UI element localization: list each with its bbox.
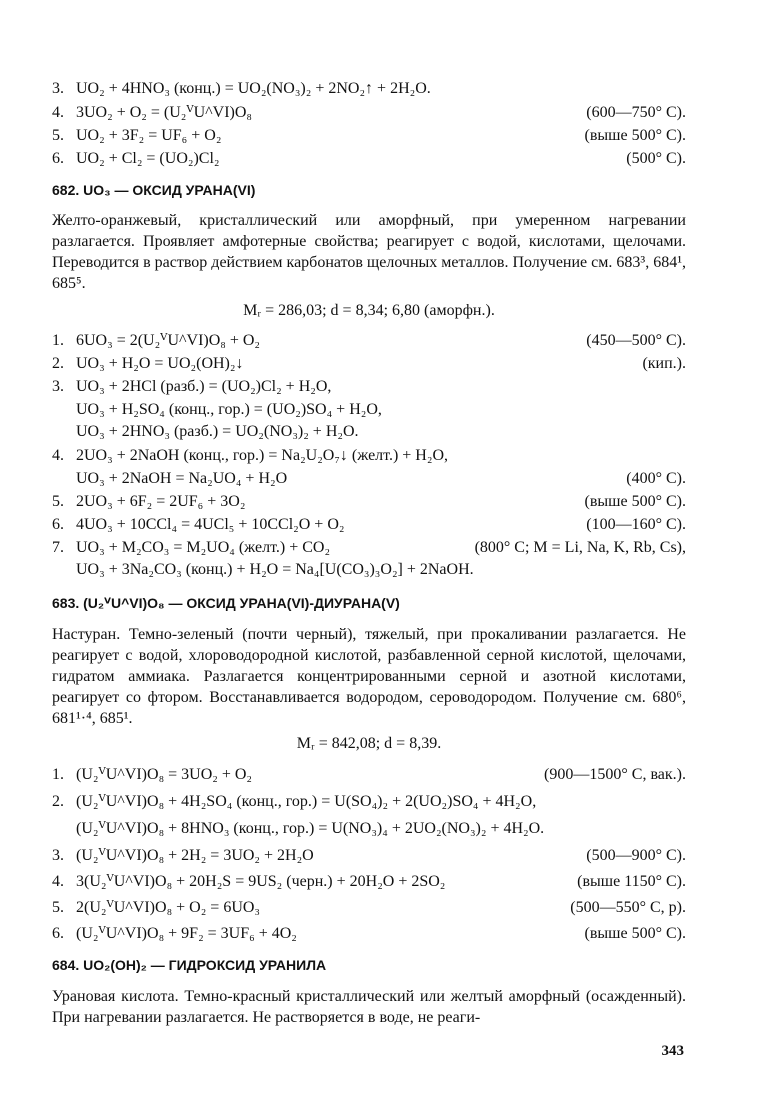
- equation-line: 6. (U₂ⱽU^VI)O₈ + 9F₂ = 3UF₆ + 4O₂ (выше 500° C).: [52, 925, 686, 942]
- page-number: 343: [661, 1043, 684, 1059]
- equation-line: 5. UO₂ + 3F₂ = UF₆ + O₂ (выше 500° C).: [52, 127, 686, 144]
- section-description: Урановая кислота. Темно-красный кристаллический или желтый аморфный (осажденный). При нагревании разлагается. Не растворяется в воде, не реаги-: [52, 988, 686, 1026]
- equation-line: 4. 3(U₂ⱽU^VI)O₈ + 20H₂S = 9US₂ (черн.) + 20H₂O + 2SO₂ (выше 1150° C).: [52, 873, 686, 890]
- equation-line: 6. UO₂ + Cl₂ = (UO₂)Cl₂ (500° C).: [52, 150, 686, 167]
- equation-line: 5. 2UO₃ + 6F₂ = 2UF₆ + 3O₂ (выше 500° C).: [52, 493, 686, 510]
- equation-line: 3. (U₂ⱽU^VI)O₈ + 2H₂ = 3UO₂ + 2H₂O (500—900° C).: [52, 847, 686, 864]
- equation-line: 4. 2UO₃ + 2NaOH (конц., гор.) = Na₂U₂O₇↓ (желт.) + H₂O,: [52, 447, 448, 464]
- properties-line: Mᵣ = 842,08; d = 8,39.: [296, 735, 442, 752]
- equation-line: 2. UO₃ + H₂O = UO₂(OH)₂↓ (кип.).: [52, 355, 686, 372]
- section-heading: 684. UO₂(OH)₂ — ГИДРОКСИД УРАНИЛА: [52, 957, 327, 973]
- equation-line: (U₂ⱽU^VI)O₈ + 8HNO₃ (конц., гор.) = U(NO₃)₄ + 2UO₂(NO₃)₂ + 4H₂O.: [76, 820, 545, 837]
- equation-line: UO₃ + H₂SO₄ (конц., гор.) = (UO₂)SO₄ + H₂O,: [76, 401, 382, 418]
- equation-line: 4. 3UO₂ + O₂ = (U₂ⱽU^VI)O₈ (600—750° C).: [52, 104, 686, 121]
- equation-line: 3. UO₂ + 4HNO₃ (конц.) = UO₂(NO₃)₂ + 2NO₂↑ + 2H₂O.: [52, 80, 431, 97]
- equation-line: UO₃ + 3Na₂CO₃ (конц.) + H₂O = Na₄[U(CO₃)₃O₂] + 2NaOH.: [76, 561, 474, 578]
- section-heading: 683. (U₂ⱽU^VI)O₈ — ОКСИД УРАНА(VI)-ДИУРАНА(V): [52, 595, 400, 611]
- equation-line: 2. (U₂ⱽU^VI)O₈ + 4H₂SO₄ (конц., гор.) = U(SO₄)₂ + 2(UO₂)SO₄ + 4H₂O,: [52, 793, 537, 810]
- equation-line: 3. UO₃ + 2HCl (разб.) = (UO₂)Cl₂ + H₂O,: [52, 378, 332, 395]
- section-description: Настуран. Темно-зеленый (почти черный), тяжелый, при прокаливании разлагается. Не реагирует с водой, хлороводородной кислотой, разбавленной серной кислотой, щелочами, гидратом аммиака. Разлагается концентрированными серной и азотной кислотами, реагирует со фтором. Восстанавливается водородом, сероводородом. Получение см. 680⁶, 681¹·⁴, 685¹.: [52, 626, 686, 727]
- equation-line: 7. UO₃ + M₂CO₃ = M₂UO₄ (желт.) + CO₂ (800° C; M = Li, Na, K, Rb, Cs),: [52, 539, 686, 556]
- equation-line: 1. (U₂ⱽU^VI)O₈ = 3UO₂ + O₂ (900—1500° C, вак.).: [52, 766, 686, 783]
- equation-line: 1. 6UO₃ = 2(U₂ⱽU^VI)O₈ + O₂ (450—500° C).: [52, 332, 686, 349]
- equation-line: 5. 2(U₂ⱽU^VI)O₈ + O₂ = 6UO₃ (500—550° C, p).: [52, 899, 686, 916]
- properties-line: Mᵣ = 286,03; d = 8,34; 6,80 (аморфн.).: [243, 302, 495, 319]
- equation-line: UO₃ + 2HNO₃ (разб.) = UO₂(NO₃)₂ + H₂O.: [76, 423, 359, 440]
- equation-line: 6. 4UO₃ + 10CCl₄ = 4UCl₅ + 10CCl₂O + O₂ (100—160° C).: [52, 516, 686, 533]
- section-heading: 682. UO₃ — ОКСИД УРАНА(VI): [52, 182, 256, 198]
- equation-line: UO₃ + 2NaOH = Na₂UO₄ + H₂O (400° C).: [76, 470, 686, 487]
- section-description: Желто-оранжевый, кристаллический или аморфный, при умеренном нагревании разлагается. Проявляет амфотерные свойства; реагирует с водой, кислотами, щелочами. Переводится в раствор действием карбонатов щелочных металлов. Получение см. 683³, 684¹, 685⁵.: [52, 212, 686, 292]
